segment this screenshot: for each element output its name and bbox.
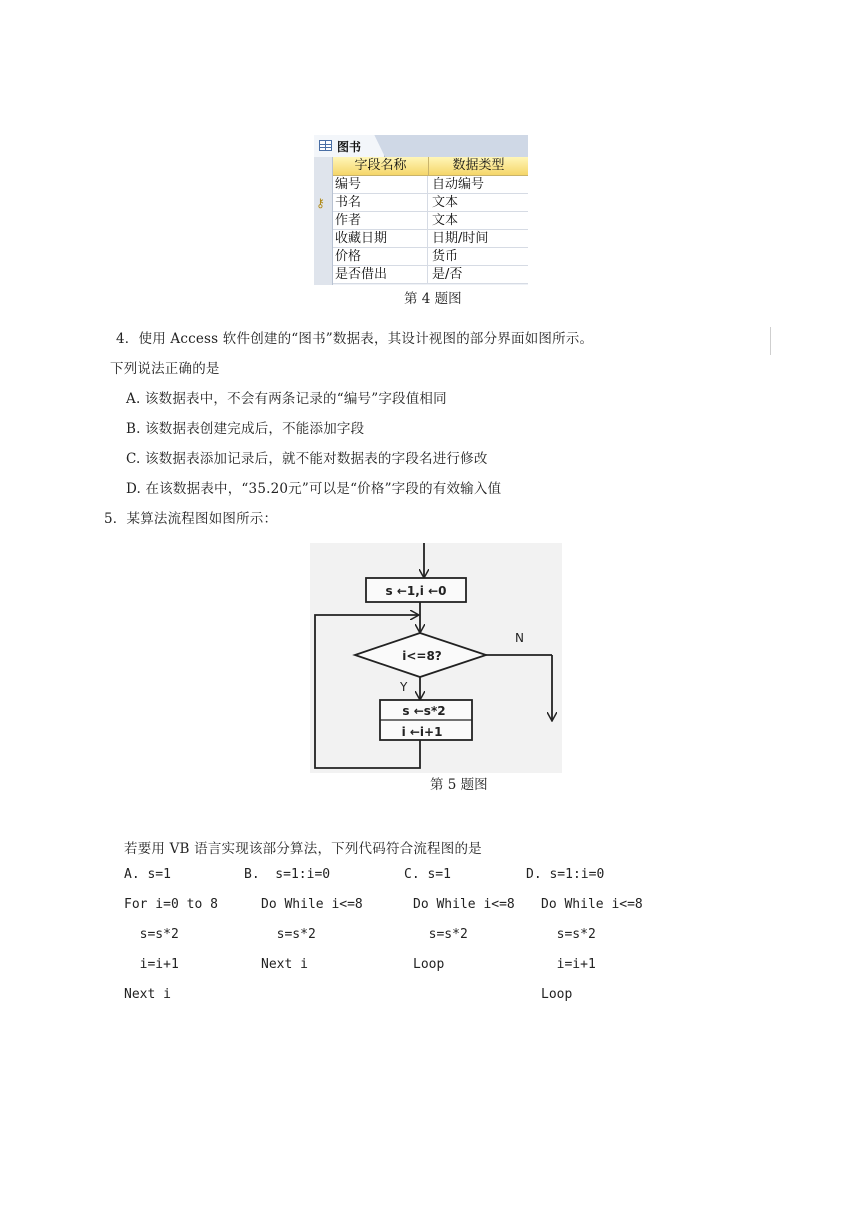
q4-option-d: D. 在该数据表中，“35.20元”可以是“价格”字段的有效输入值 <box>126 481 502 497</box>
access-design-view-figure <box>314 135 528 285</box>
table-row <box>333 266 528 284</box>
q4-option-c: C. 该数据表添加记录后，就不能对数据表的字段名进行修改 <box>126 451 488 467</box>
data-type-cell: 货币 <box>432 249 459 264</box>
q5-option-a-code-line: s=s*2 <box>124 927 179 942</box>
header-field-name: 字段名称 <box>333 157 429 175</box>
field-name-cell: 价格 <box>335 248 428 265</box>
table-row <box>333 212 528 230</box>
body-line1: s ←s*2 <box>402 704 446 718</box>
data-type-cell: 日期/时间 <box>432 231 489 246</box>
margin-mark <box>770 327 771 355</box>
table-tab-label: 图书 <box>337 140 362 154</box>
data-type-cell: 是/否 <box>432 267 463 282</box>
table-row <box>333 248 528 266</box>
q5-option-a-code-line: i=i+1 <box>124 957 179 972</box>
flowchart-figure <box>310 543 562 773</box>
table-row <box>333 194 528 212</box>
q4-option-b: B. 该数据表创建完成后，不能添加字段 <box>126 421 365 437</box>
q5-option-d-code-line: Loop <box>541 987 573 1002</box>
q4-option-a: A. 该数据表中，不会有两条记录的“编号”字段值相同 <box>126 391 447 407</box>
q5-option-c-code-line: Loop <box>413 957 445 972</box>
q5-option-b-code-line: Do While i<=8 <box>261 897 363 912</box>
field-name-cell: 作者 <box>335 212 428 229</box>
q5-option-c-label: C. s=1 <box>404 867 451 882</box>
table-icon <box>319 140 332 151</box>
data-type-cell: 文本 <box>432 195 459 210</box>
q5-option-c-code-line: Do While i<=8 <box>413 897 515 912</box>
q5-option-a-code-line: For i=0 to 8 <box>124 897 218 912</box>
q5-stem: 5．某算法流程图如图所示： <box>104 511 278 527</box>
table-row <box>333 230 528 248</box>
q5-option-b-label: B. s=1:i=0 <box>244 867 331 882</box>
header-row <box>333 157 528 176</box>
q5-option-d-label: D. s=1:i=0 <box>526 867 605 882</box>
figure5-caption: 第 5 题图 <box>430 777 488 793</box>
q4-stem-line1: 4．使用 Access 软件创建的“图书”数据表，其设计视图的部分界面如图所示。 <box>116 331 594 347</box>
field-name-cell: 是否借出 <box>335 266 428 283</box>
q5-option-a-code-line: Next i <box>124 987 171 1002</box>
yes-label: Y <box>400 680 408 694</box>
q5-option-b-code-line: s=s*2 <box>261 927 316 942</box>
condition-label: i<=8? <box>402 649 442 663</box>
figure4-caption: 第 4 题图 <box>404 291 462 307</box>
init-box-label: s ←1,i ←0 <box>385 584 447 598</box>
q5-option-d-code-line: i=i+1 <box>541 957 596 972</box>
table-row <box>333 176 528 194</box>
q5-option-a-label: A. s=1 <box>124 867 171 882</box>
row-selector-column <box>314 157 333 285</box>
field-name-cell: 编号 <box>335 176 428 193</box>
data-type-cell: 文本 <box>432 213 459 228</box>
q5-option-b-code-line: Next i <box>261 957 308 972</box>
q5-option-d-code-line: s=s*2 <box>541 927 596 942</box>
data-type-cell: 自动编号 <box>432 177 485 192</box>
field-name-cell: 书名 <box>335 194 428 211</box>
field-name-cell: 收藏日期 <box>335 230 428 247</box>
no-label: N <box>515 631 524 645</box>
header-data-type: 数据类型 <box>452 158 505 173</box>
q5-option-d-code-line: Do While i<=8 <box>541 897 643 912</box>
q4-stem-line2: 下列说法正确的是 <box>110 361 220 377</box>
primary-key-icon: ⚷ <box>316 196 325 210</box>
q5-sub-stem: 若要用 VB 语言实现该部分算法，下列代码符合流程图的是 <box>124 841 482 857</box>
q5-option-c-code-line: s=s*2 <box>413 927 468 942</box>
body-line2: i ←i+1 <box>401 725 443 739</box>
